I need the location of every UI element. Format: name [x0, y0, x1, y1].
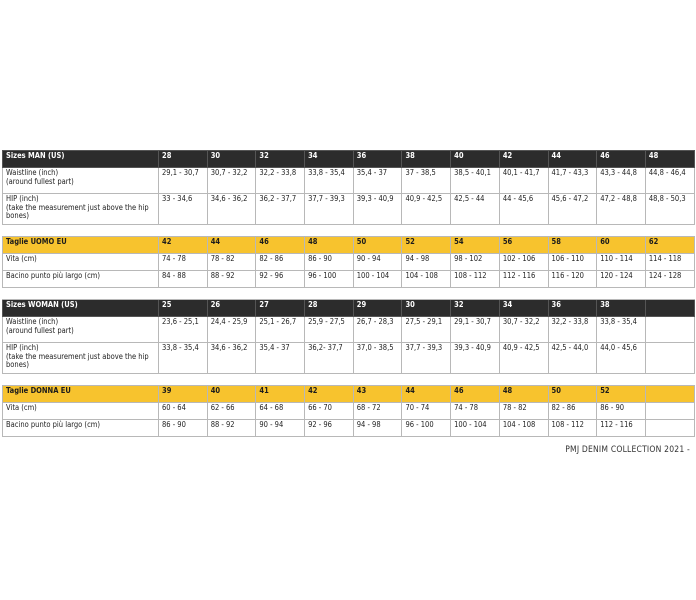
row-label-cell: Taglie UOMO EU	[3, 237, 159, 254]
size-value-cell: 88 - 92	[207, 420, 256, 437]
size-value-cell: 36	[353, 151, 402, 168]
size-value-cell	[645, 420, 694, 437]
size-value-cell: 112 - 116	[499, 271, 548, 288]
woman-waist-row	[3, 317, 695, 343]
uomo-vita-row	[3, 254, 695, 271]
size-value-cell: 40,9 - 42,5	[402, 194, 451, 225]
size-value-cell: 28	[159, 151, 208, 168]
size-value-cell: 23,6 - 25,1	[159, 317, 208, 343]
size-value-cell: 26	[207, 300, 256, 317]
size-value-cell: 78 - 82	[207, 254, 256, 271]
woman-hip-row	[3, 343, 695, 374]
row-label-cell: HIP (inch) (take the measurement just above the hip bones)	[3, 194, 159, 225]
size-value-cell: 33,8 - 35,4	[597, 317, 646, 343]
size-value-cell: 64 - 68	[256, 403, 305, 420]
size-value-cell: 38	[402, 151, 451, 168]
row-label-cell: Sizes MAN (US)	[3, 151, 159, 168]
size-value-cell: 68 - 72	[353, 403, 402, 420]
size-value-cell: 50	[548, 386, 597, 403]
size-value-cell: 30	[402, 300, 451, 317]
size-value-cell: 36,2 - 37,7	[256, 194, 305, 225]
size-value-cell: 56	[499, 237, 548, 254]
size-value-cell: 94 - 98	[353, 420, 402, 437]
man-waist-row	[3, 168, 695, 194]
row-label-cell: Waistline (inch) (around fullest part)	[3, 168, 159, 194]
size-value-cell: 90 - 94	[353, 254, 402, 271]
row-label-cell: Sizes WOMAN (US)	[3, 300, 159, 317]
size-value-cell: 41,7 - 43,3	[548, 168, 597, 194]
size-value-cell: 52	[402, 237, 451, 254]
size-value-cell: 74 - 78	[451, 403, 500, 420]
size-value-cell: 108 - 112	[451, 271, 500, 288]
size-value-cell: 74 - 78	[159, 254, 208, 271]
collection-footer: PMJ DENIM COLLECTION 2021 -	[565, 445, 690, 455]
size-value-cell: 32,2 - 33,8	[256, 168, 305, 194]
size-value-cell: 46	[256, 237, 305, 254]
size-value-cell: 44	[402, 386, 451, 403]
size-value-cell: 33 - 34,6	[159, 194, 208, 225]
size-value-cell: 44,8 - 46,4	[645, 168, 694, 194]
size-value-cell	[645, 300, 694, 317]
size-value-cell: 40	[451, 151, 500, 168]
size-value-cell: 39	[159, 386, 208, 403]
size-value-cell: 66 - 70	[305, 403, 354, 420]
size-value-cell: 54	[451, 237, 500, 254]
size-value-cell: 40,1 - 41,7	[499, 168, 548, 194]
size-value-cell: 39,3 - 40,9	[353, 194, 402, 225]
size-value-cell: 34,6 - 36,2	[207, 194, 256, 225]
size-value-cell: 92 - 96	[305, 420, 354, 437]
spacer-row	[3, 374, 695, 386]
size-value-cell	[645, 403, 694, 420]
size-value-cell: 82 - 86	[256, 254, 305, 271]
size-value-cell: 29,1 - 30,7	[159, 168, 208, 194]
size-value-cell: 44 - 45,6	[499, 194, 548, 225]
size-value-cell: 45,6 - 47,2	[548, 194, 597, 225]
size-value-cell: 27	[256, 300, 305, 317]
size-value-cell: 42	[159, 237, 208, 254]
size-value-cell: 48	[305, 237, 354, 254]
uomo-bacino-row	[3, 271, 695, 288]
size-value-cell: 104 - 108	[402, 271, 451, 288]
size-chart-table	[2, 150, 695, 437]
size-value-cell: 42,5 - 44,0	[548, 343, 597, 374]
row-label-cell: Vita (cm)	[3, 403, 159, 420]
size-value-cell: 37 - 38,5	[402, 168, 451, 194]
size-value-cell	[645, 386, 694, 403]
row-label-cell: Taglie DONNA EU	[3, 386, 159, 403]
size-value-cell	[645, 343, 694, 374]
size-value-cell: 36,2- 37,7	[305, 343, 354, 374]
size-value-cell: 33,8 - 35,4	[159, 343, 208, 374]
man-sizes-header-row	[3, 151, 695, 168]
size-value-cell: 86 - 90	[159, 420, 208, 437]
size-value-cell: 86 - 90	[305, 254, 354, 271]
size-value-cell: 96 - 100	[305, 271, 354, 288]
size-value-cell: 102 - 106	[499, 254, 548, 271]
size-value-cell: 35,4 - 37	[353, 168, 402, 194]
donna-vita-row	[3, 403, 695, 420]
size-value-cell: 27,5 - 29,1	[402, 317, 451, 343]
size-value-cell: 42,5 - 44	[451, 194, 500, 225]
size-value-cell: 36	[548, 300, 597, 317]
size-value-cell: 37,7 - 39,3	[402, 343, 451, 374]
woman-sizes-header-row	[3, 300, 695, 317]
size-value-cell: 106 - 110	[548, 254, 597, 271]
size-value-cell: 35,4 - 37	[256, 343, 305, 374]
size-value-cell: 47,2 - 48,8	[597, 194, 646, 225]
size-value-cell: 58	[548, 237, 597, 254]
spacer-row	[3, 225, 695, 237]
size-value-cell: 70 - 74	[402, 403, 451, 420]
size-value-cell: 43,3 - 44,8	[597, 168, 646, 194]
size-value-cell: 88 - 92	[207, 271, 256, 288]
size-value-cell: 84 - 88	[159, 271, 208, 288]
size-value-cell: 100 - 104	[353, 271, 402, 288]
size-value-cell: 34	[305, 151, 354, 168]
row-label-cell: Vita (cm)	[3, 254, 159, 271]
size-value-cell: 25	[159, 300, 208, 317]
size-value-cell: 94 - 98	[402, 254, 451, 271]
size-value-cell: 110 - 114	[597, 254, 646, 271]
size-value-cell: 37,0 - 38,5	[353, 343, 402, 374]
size-value-cell: 90 - 94	[256, 420, 305, 437]
size-value-cell: 40,9 - 42,5	[499, 343, 548, 374]
size-value-cell: 48	[645, 151, 694, 168]
size-value-cell: 86 - 90	[597, 403, 646, 420]
donna-bacino-row	[3, 420, 695, 437]
size-value-cell: 42	[499, 151, 548, 168]
size-value-cell: 92 - 96	[256, 271, 305, 288]
size-value-cell: 30	[207, 151, 256, 168]
size-value-cell: 60	[597, 237, 646, 254]
size-value-cell: 44	[548, 151, 597, 168]
size-value-cell: 52	[597, 386, 646, 403]
size-value-cell: 62	[645, 237, 694, 254]
size-value-cell: 120 - 124	[597, 271, 646, 288]
size-value-cell: 25,9 - 27,5	[305, 317, 354, 343]
size-value-cell: 30,7 - 32,2	[499, 317, 548, 343]
size-value-cell: 124 - 128	[645, 271, 694, 288]
size-value-cell: 34	[499, 300, 548, 317]
size-value-cell: 37,7 - 39,3	[305, 194, 354, 225]
size-value-cell: 112 - 116	[597, 420, 646, 437]
row-label-cell: HIP (inch) (take the measurement just above the hip bones)	[3, 343, 159, 374]
size-value-cell: 78 - 82	[499, 403, 548, 420]
size-value-cell	[645, 317, 694, 343]
row-label-cell: Waistline (inch) (around fullest part)	[3, 317, 159, 343]
size-value-cell: 108 - 112	[548, 420, 597, 437]
size-value-cell: 41	[256, 386, 305, 403]
size-value-cell: 100 - 104	[451, 420, 500, 437]
size-value-cell: 28	[305, 300, 354, 317]
size-value-cell: 43	[353, 386, 402, 403]
size-value-cell: 38	[597, 300, 646, 317]
size-value-cell: 44	[207, 237, 256, 254]
size-value-cell: 29	[353, 300, 402, 317]
size-value-cell: 25,1 - 26,7	[256, 317, 305, 343]
size-value-cell: 62 - 66	[207, 403, 256, 420]
size-value-cell: 29,1 - 30,7	[451, 317, 500, 343]
size-value-cell: 116 - 120	[548, 271, 597, 288]
size-value-cell: 42	[305, 386, 354, 403]
size-value-cell: 26,7 - 28,3	[353, 317, 402, 343]
size-value-cell: 46	[451, 386, 500, 403]
man-hip-row	[3, 194, 695, 225]
size-value-cell: 48,8 - 50,3	[645, 194, 694, 225]
size-value-cell: 39,3 - 40,9	[451, 343, 500, 374]
size-value-cell: 50	[353, 237, 402, 254]
size-value-cell: 33,8 - 35,4	[305, 168, 354, 194]
size-value-cell: 32	[451, 300, 500, 317]
size-value-cell: 114 - 118	[645, 254, 694, 271]
row-label-cell: Bacino punto più largo (cm)	[3, 420, 159, 437]
size-value-cell: 44,0 - 45,6	[597, 343, 646, 374]
size-value-cell: 32,2 - 33,8	[548, 317, 597, 343]
size-value-cell: 104 - 108	[499, 420, 548, 437]
size-value-cell: 46	[597, 151, 646, 168]
size-value-cell: 30,7 - 32,2	[207, 168, 256, 194]
size-value-cell: 32	[256, 151, 305, 168]
size-value-cell: 98 - 102	[451, 254, 500, 271]
size-value-cell: 96 - 100	[402, 420, 451, 437]
size-value-cell: 82 - 86	[548, 403, 597, 420]
row-label-cell: Bacino punto più largo (cm)	[3, 271, 159, 288]
size-value-cell: 34,6 - 36,2	[207, 343, 256, 374]
uomo-eu-header-row	[3, 237, 695, 254]
spacer-row	[3, 288, 695, 300]
size-value-cell: 60 - 64	[159, 403, 208, 420]
size-value-cell: 24,4 - 25,9	[207, 317, 256, 343]
size-value-cell: 48	[499, 386, 548, 403]
size-value-cell: 38,5 - 40,1	[451, 168, 500, 194]
size-value-cell: 40	[207, 386, 256, 403]
donna-eu-header-row	[3, 386, 695, 403]
